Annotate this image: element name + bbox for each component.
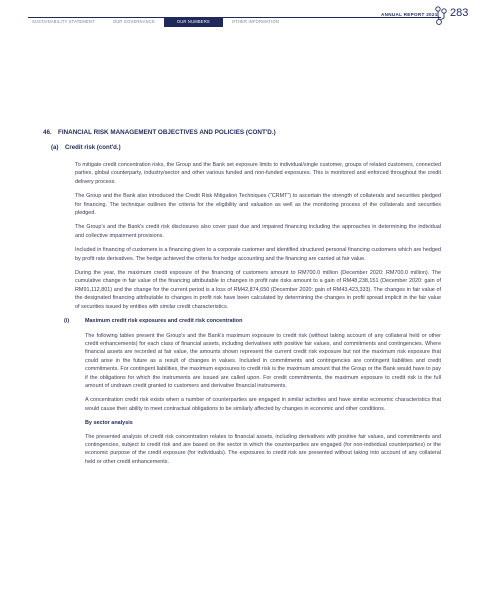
nav-our-governance[interactable]: OUR GOVERNANCE: [112, 19, 155, 24]
paragraph: To mitigate credit concentration risks, the Group and the Bank set exposure limits to individual/single customer, groups of related customers, connected parties, global counterparty, industry/sector and other various funded and non-funded exposures. This is monitored and enforced throughout the credit delivery process.: [75, 162, 441, 185]
section-number: 46.: [43, 129, 52, 136]
paragraph: During the year, the maximum credit exposure of the financing of customers amount to RM700.0 million (December 2020: RM700.0 million). The cumulative change in fair value of the financing attributable to changes in profit rate risks amount to a gain of RM48,238,151 (December 2020: gain of RM91,112,801) and the change for the current period is a loss of RM42,874,650 (December 2020: gain of RM43,423,333). The changes in fair value of the designated financing attributable to changes in profit risk have been calculated by determining the changes in profit spread implicit in the fair value of securities issued by entities with similar credit characteristics.: [75, 270, 441, 310]
sub-i-title: Maximum credit risk exposures and credit risk concentration: [85, 318, 243, 325]
nav-other-information[interactable]: OTHER INFORMATION: [231, 19, 280, 24]
paragraph: The presented analysis of credit risk concentration relates to financial assets, including derivatives with positive fair values, and commitments and contingencies, subject to credit risk and are based on the sector in which the counterparties are engaged (for non-individual counterparties) or the economic purpose of the credit exposure (for individuals). The exposures to credit risk are presented without taking into account of any collateral held or other credit enhancements.: [85, 433, 441, 465]
paragraph: The Group and the Bank also introduced the Credit Risk Mitigation Techniques (“CRMT”) to ascertain the strength of collaterals and securities pledged for financing. The technique outlines the criteria for the eligibility and valuation as well as the monitoring process of the collaterals and securities pledged.: [75, 193, 441, 217]
report-label: ANNUAL REPORT 2021: [381, 12, 438, 17]
section-heading: [43, 129, 276, 136]
paragraph: A concentration credit risk exists when a number of counterparties are engaged in similar activities and have similar economic characteristics that would cause their ability to meet contractual obligations to be similarly affected by changes in economic and other conditions.: [85, 397, 441, 412]
page-number: 283: [450, 7, 469, 19]
subsection-number: (a): [51, 144, 59, 151]
bank-logo-icon: [434, 5, 448, 27]
paragraph: Included in financing of customers is a financing given to a corporate customer and identified structured personal financing customers which are hedged by profit rate derivatives. The hedge achieved the criteria for hedge accounting and the financing are carried at fair value.: [75, 247, 441, 262]
by-sector-heading: By sector analysis: [85, 420, 133, 427]
paragraph: The following tables present the Group's and the Bank's maximum exposure to credit risk (without taking account of any collateral held or other credit enhancements) for each class of financial assets, including derivatives with positive fair values, and commitments and contingencies. Where financial assets are recorded at fair value, the amounts shown represent the current credit risk exposure but not the maximum risk exposure that could arise in the future as a result of changes in values. Included in commitments and contingencies are contingent liabilities and credit commitments. For contingent liabilities, the maximum exposures to credit risk is the maximum amount that the Group or the Bank would have to pay if the obligations for which the instruments are issued are called upon. For credit commitments, the maximum exposure to credit risk is the full amount of undrawn credit granted to customers and derivative financial instruments.: [85, 332, 441, 389]
subsection-title: Credit risk (cont'd.): [65, 144, 121, 151]
sub-i-number: (i): [64, 318, 70, 325]
section-title: FINANCIAL RISK MANAGEMENT OBJECTIVES AND POLICIES (CONT'D.): [58, 129, 276, 136]
body-text: [64, 161, 441, 472]
page-header: [0, 0, 480, 34]
section-nav: [28, 17, 288, 27]
header-rule: [28, 17, 441, 18]
subsection-heading: [51, 144, 121, 151]
nav-our-numbers[interactable]: OUR NUMBERS: [164, 17, 223, 27]
nav-sustainability-statement[interactable]: SUSTAINABILITY STATEMENT: [32, 19, 95, 24]
paragraph: The Group's and the Bank's credit risk disclosures also cover past due and impaired financing including the approaches in determining the individual and collective impairment provisions.: [75, 224, 441, 239]
sub-i-heading: [64, 317, 441, 325]
